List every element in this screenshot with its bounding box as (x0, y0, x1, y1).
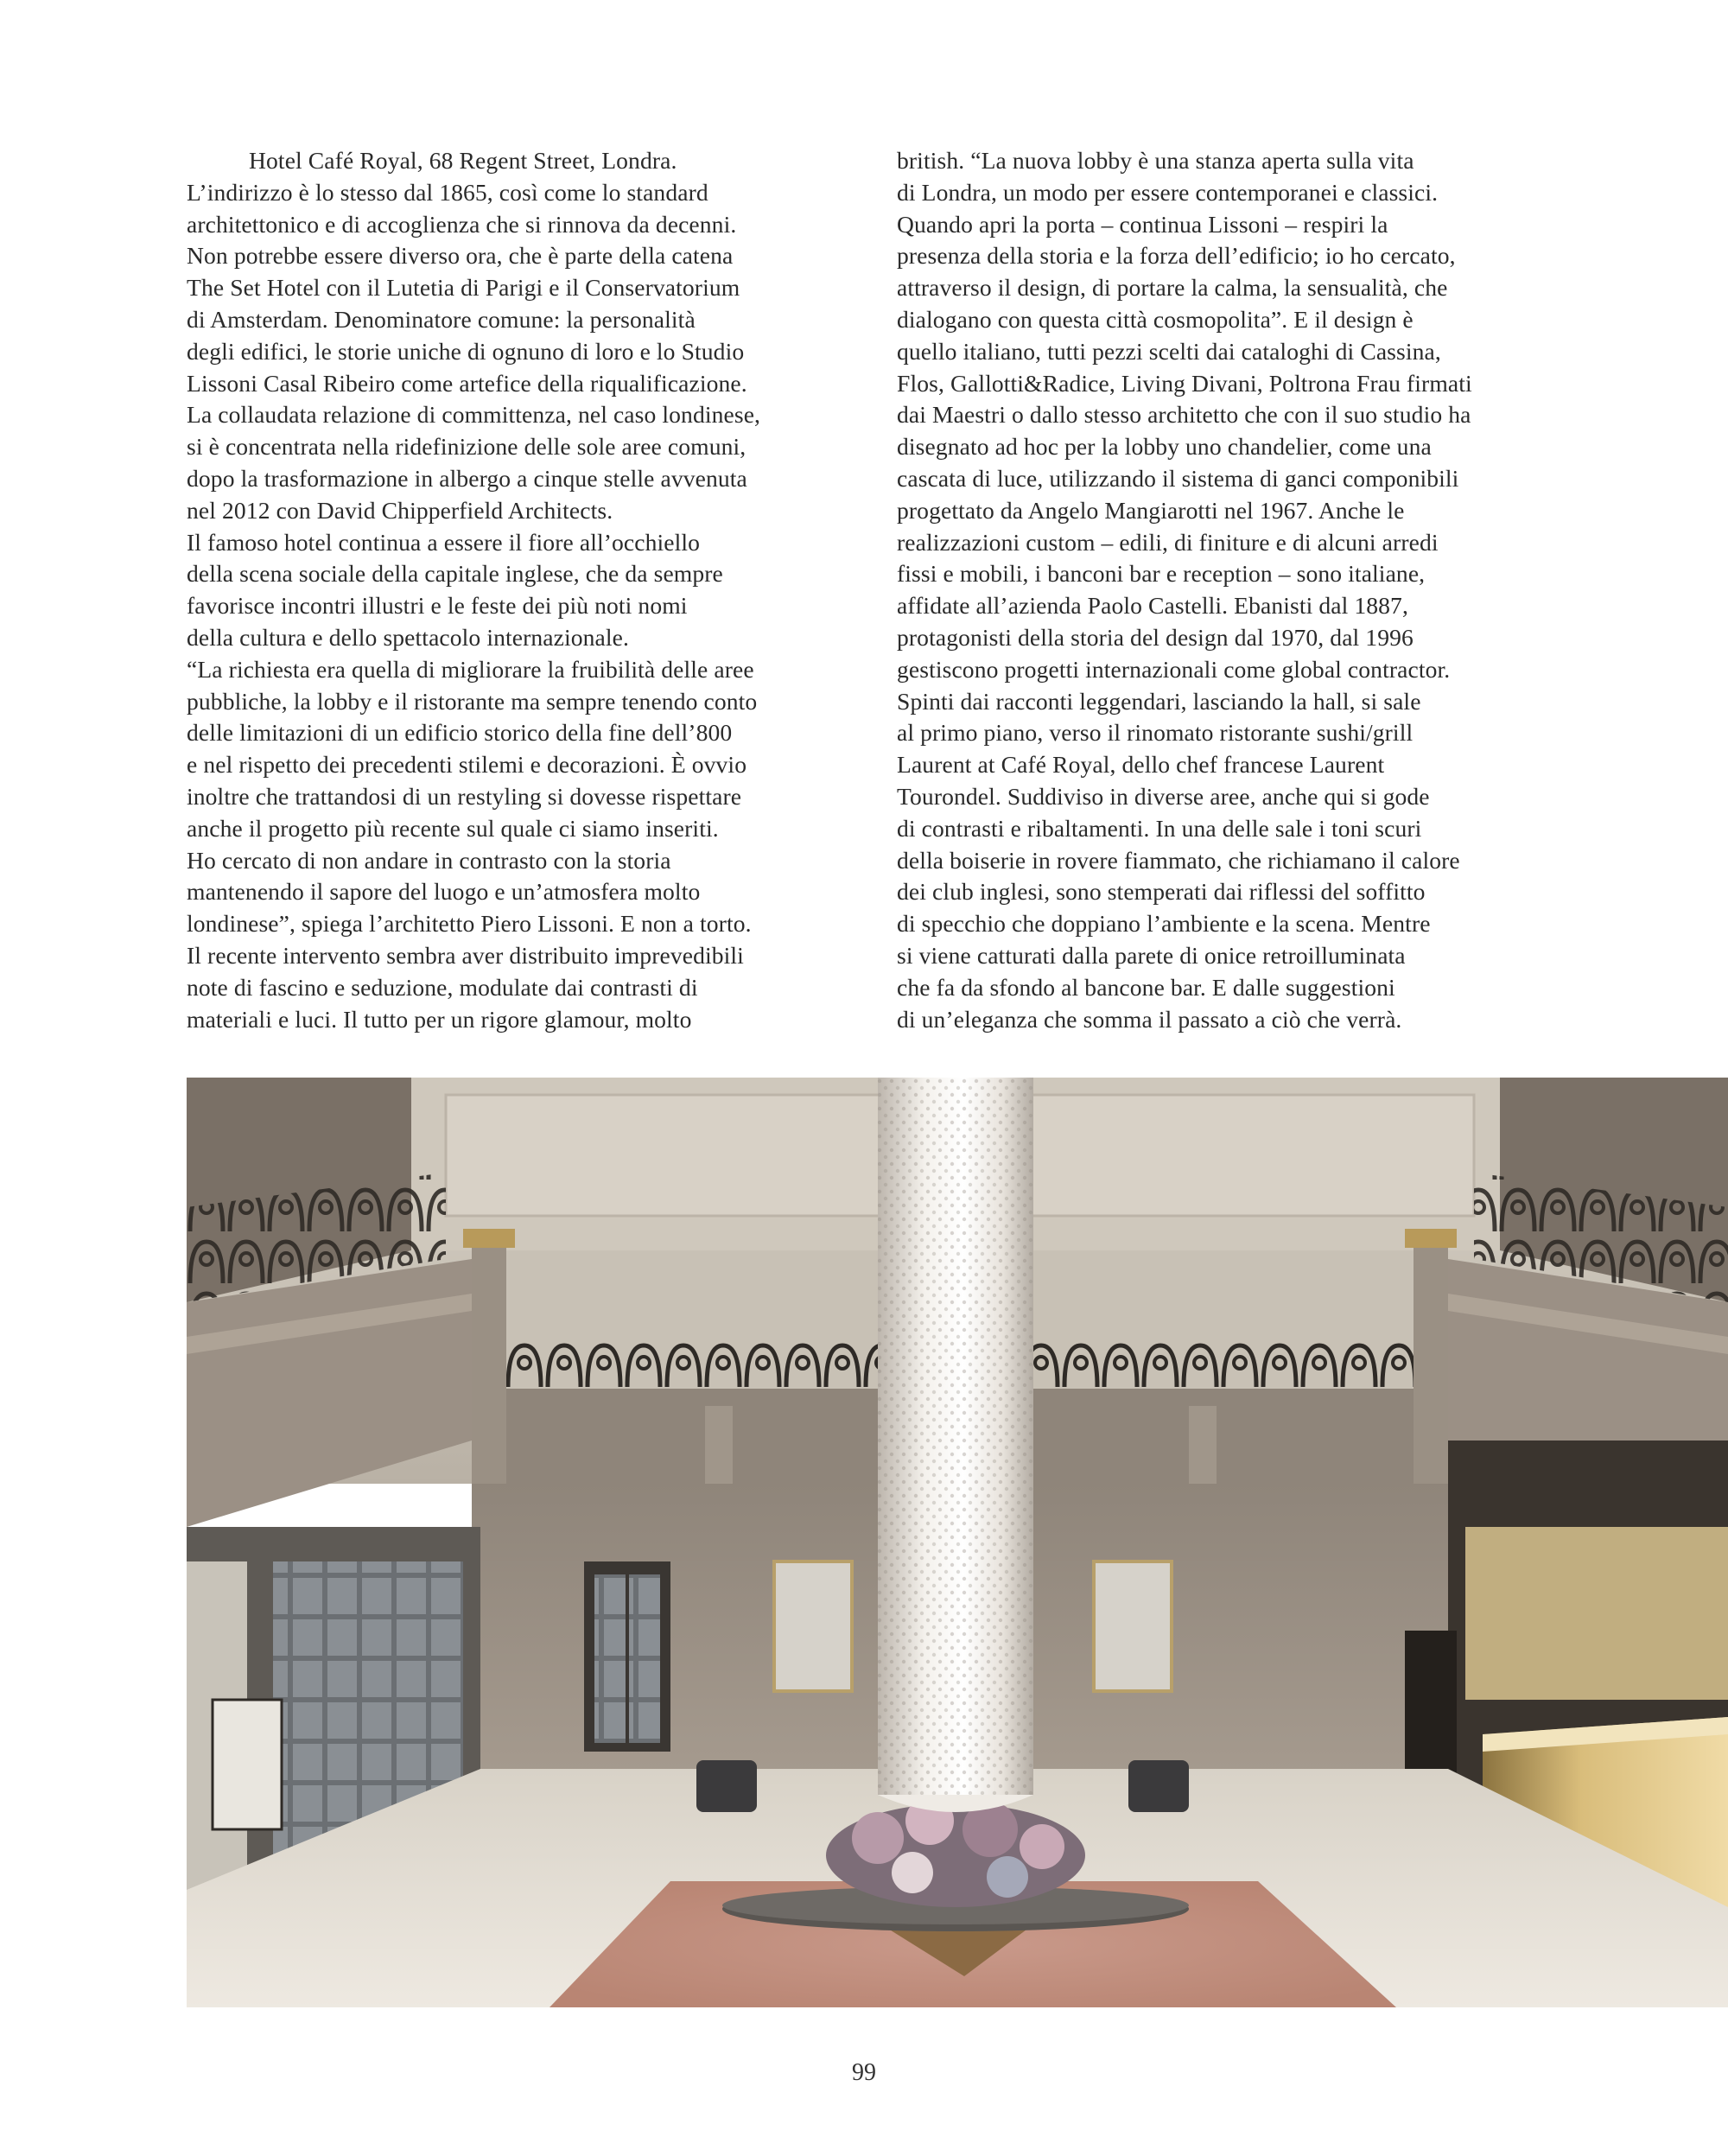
text-line: Il recente intervento sembra aver distribuito imprevedibili (187, 941, 744, 969)
text-line: della cultura e dello spettacolo internazionale. (187, 623, 629, 651)
text-line: pubbliche, la lobby e il ristorante ma sempre tenendo conto (187, 687, 758, 715)
text-line: favorisce incontri illustri e le feste dei più noti nomi (187, 592, 688, 620)
text-line: realizzazioni custom – edili, di finiture e di alcuni arredi (897, 528, 1439, 556)
text-line: inoltre che trattandosi di un restyling si dovesse rispettare (187, 782, 742, 810)
text-line: dei club inglesi, sono stemperati dai riflessi del soffitto (897, 878, 1426, 906)
text-line: affidate all’azienda Paolo Castelli. Ebanisti dal 1887, (897, 592, 1408, 620)
text-line: delle limitazioni di un edificio storico della fine dell’800 (187, 719, 733, 747)
text-line: gestiscono progetti internazionali come global contractor. (897, 655, 1451, 683)
text-line: dai Maestri o dallo stesso architetto che con il suo studio ha (897, 401, 1471, 429)
text-line: Non potrebbe essere diverso ora, che è parte della catena (187, 242, 734, 270)
text-line: disegnato ad hoc per la lobby uno chandelier, come una (897, 433, 1432, 461)
lobby-photo (187, 1078, 1728, 2007)
text-line: Flos, Gallotti&Radice, Living Divani, Poltrona Frau firmati (897, 369, 1472, 397)
text-line: dialogano con questa città cosmopolita”. E il design è (897, 305, 1414, 333)
text-line: Il famoso hotel continua a essere il fiore all’occhiello (187, 528, 701, 556)
text-line: presenza della storia e la forza dell’edificio; io ho cercato, (897, 242, 1456, 270)
text-line: fissi e mobili, i banconi bar e reception – sono italiane, (897, 560, 1426, 588)
text-line: e nel rispetto dei precedenti stilemi e decorazioni. È ovvio (187, 751, 747, 779)
text-line: Laurent at Café Royal, dello chef francese Laurent (897, 751, 1385, 779)
text-line: cascata di luce, utilizzando il sistema di ganci componibili (897, 464, 1459, 492)
text-line: quello italiano, tutti pezzi scelti dai cataloghi di Cassina, (897, 337, 1441, 365)
text-line: “La richiesta era quella di migliorare la fruibilità delle aree (187, 655, 754, 683)
text-line: nel 2012 con David Chipperfield Architects. (187, 496, 613, 524)
text-line: della boiserie in rovere fiammato, che richiamano il calore (897, 846, 1460, 874)
text-line: La collaudata relazione di committenza, nel caso londinese, (187, 401, 761, 429)
text-line: british. “La nuova lobby è una stanza aperta sulla vita (897, 147, 1414, 174)
text-line: di specchio che doppiano l’ambiente e la scena. Mentre (897, 910, 1431, 938)
text-line: di Amsterdam. Denominatore comune: la personalità (187, 305, 696, 333)
text-line: Spinti dai racconti leggendari, lasciando la hall, si sale (897, 687, 1421, 715)
article-column-left (187, 145, 878, 1035)
text-line: anche il progetto più recente sul quale ci siamo inseriti. (187, 814, 719, 842)
article-column-right (897, 145, 1588, 1035)
text-line: L’indirizzo è lo stesso dal 1865, così come lo standard (187, 178, 708, 206)
text-line: che fa da sfondo al bancone bar. E dalle suggestioni (897, 973, 1395, 1001)
text-line: Quando apri la porta – continua Lissoni – respiri la (897, 210, 1388, 238)
text-line: attraverso il design, di portare la calma, la sensualità, che (897, 274, 1448, 302)
text-line: progettato da Angelo Mangiarotti nel 1967. Anche le (897, 496, 1405, 524)
text-line: al primo piano, verso il rinomato ristorante sushi/grill (897, 719, 1414, 747)
text-line: londinese”, spiega l’architetto Piero Lissoni. E non a torto. (187, 910, 752, 938)
text-line: di Londra, un modo per essere contemporanei e classici. (897, 178, 1439, 206)
text-line: si viene catturati dalla parete di onice retroilluminata (897, 941, 1406, 969)
text-line: mantenendo il sapore del luogo e un’atmosfera molto (187, 878, 701, 906)
text-line: Tourondel. Suddiviso in diverse aree, anche qui si gode (897, 782, 1430, 810)
text-line: Lissoni Casal Ribeiro come artefice della riqualificazione. (187, 369, 747, 397)
text-line: si è concentrata nella ridefinizione delle sole aree comuni, (187, 433, 746, 461)
text-line: architettonico e di accoglienza che si rinnova da decenni. (187, 210, 737, 238)
text-line: di un’eleganza che somma il passato a ciò che verrà. (897, 1005, 1402, 1033)
page-number: 99 (852, 2059, 876, 2086)
text-line: materiali e luci. Il tutto per un rigore glamour, molto (187, 1005, 692, 1033)
text-line: protagonisti della storia del design dal 1970, dal 1996 (897, 623, 1414, 651)
text-line: Hotel Café Royal, 68 Regent Street, Londra. (249, 147, 677, 174)
text-line: dopo la trasformazione in albergo a cinque stelle avvenuta (187, 464, 747, 492)
text-line: note di fascino e seduzione, modulate dai contrasti di (187, 973, 698, 1001)
text-line: della scena sociale della capitale inglese, che da sempre (187, 560, 723, 588)
text-line: The Set Hotel con il Lutetia di Parigi e il Conservatorium (187, 274, 740, 302)
text-line: Ho cercato di non andare in contrasto con la storia (187, 846, 671, 874)
text-line: degli edifici, le storie uniche di ognuno di loro e lo Studio (187, 337, 745, 365)
text-line: di contrasti e ribaltamenti. In una delle sale i toni scuri (897, 814, 1422, 842)
